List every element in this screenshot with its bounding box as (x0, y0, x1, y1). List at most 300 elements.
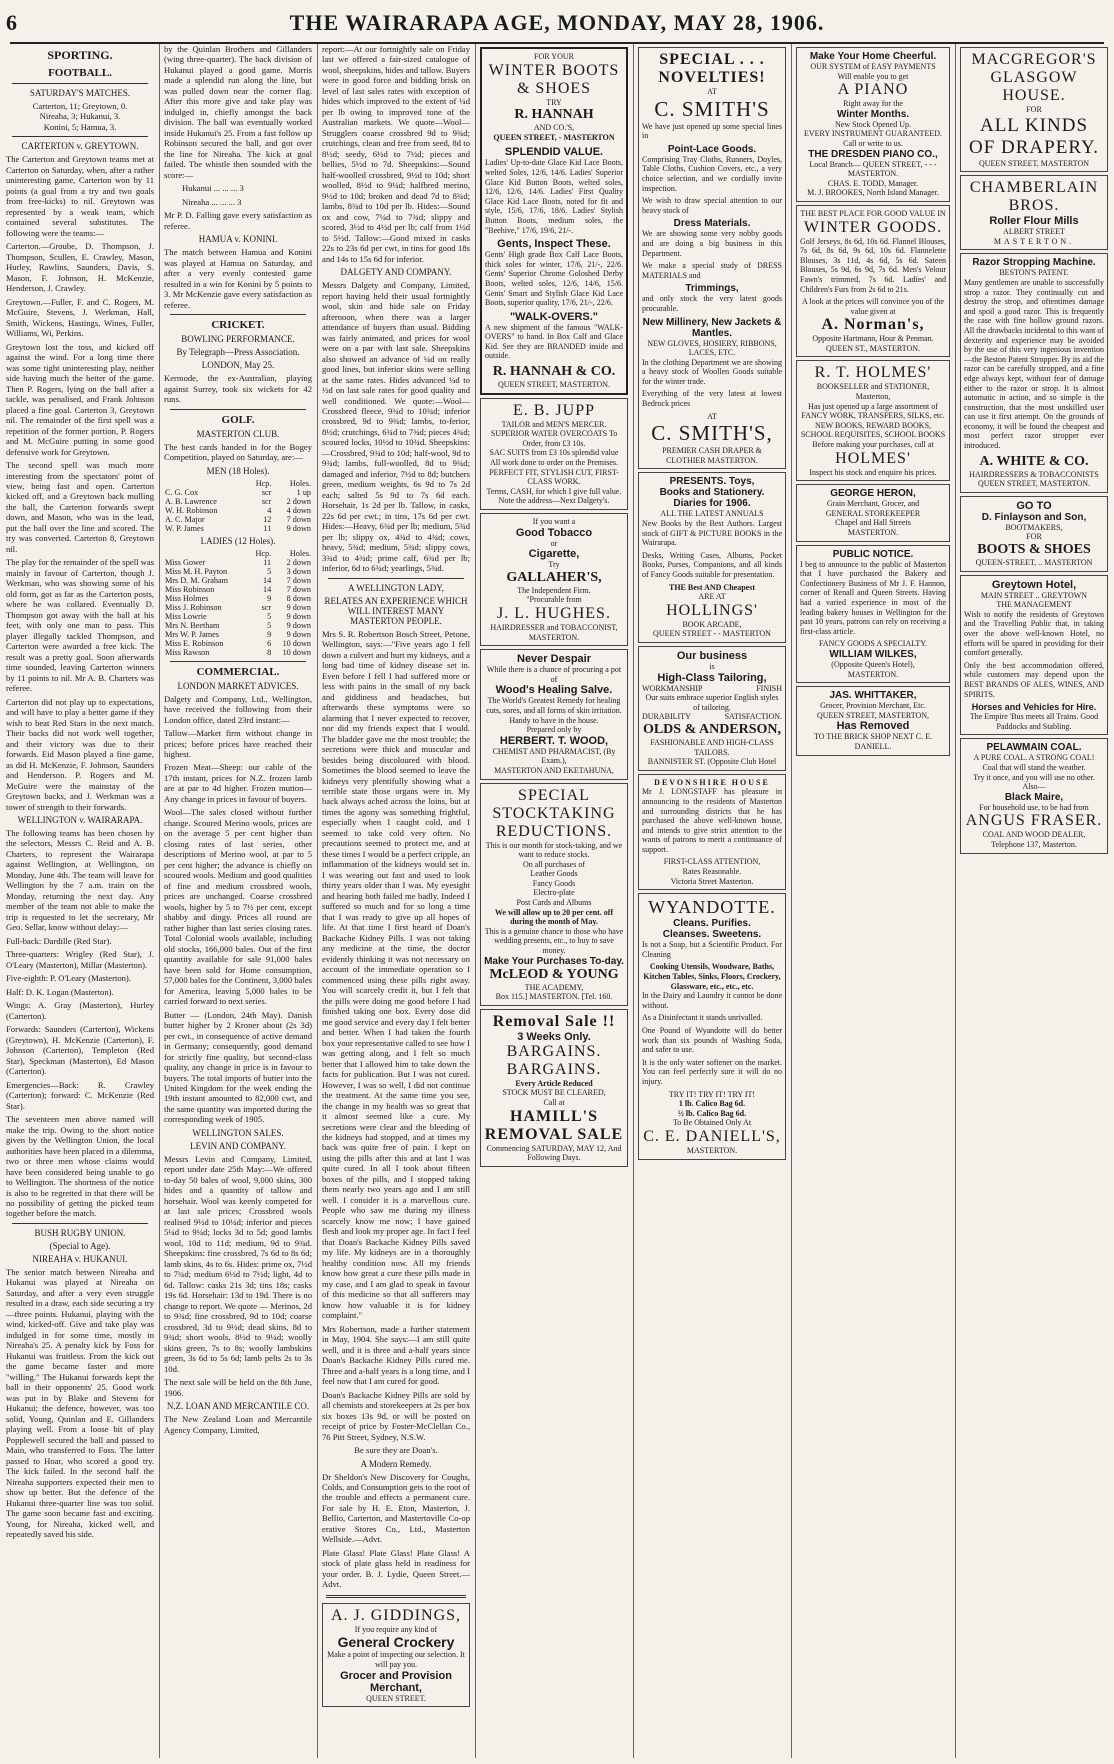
advert-text: MASTERTON AND EKETAHUNA, (494, 765, 614, 775)
table-cell-hcp: 12 (263, 514, 272, 524)
advert-text: FANCY GOODS A SPECIALTY. (818, 639, 928, 649)
advert-text: Dress Materials. (673, 218, 751, 230)
advert-title: Razor Stropping Machine. (972, 257, 1096, 269)
advert-text: Comprising Tray Cloths, Runners, Doyles, Table Cloths, Cushion Covers, etc., a very choice selection, and we cordially invite inspection. (642, 154, 782, 193)
article-paragraph: Dr Sheldon's New Discovery for Coughs, Colds, and Consumption gets to the root of the trouble and effects a permanent cure. For sale by H. E. Eton, Masterton, J. Bellio, Carterton, and Mastertoville Co-op erative Stores Co., Ltd., Masterton Wellside.—Advt. (322, 1471, 470, 1545)
table-cell-hcp: 8 (267, 647, 272, 657)
advert-fraser-coal (960, 738, 1108, 853)
article-paragraph: The next sale will be held on the 8th June, 1906. (164, 1377, 312, 1398)
advert-text: Cleans. Purifies. (673, 918, 751, 930)
advert-title: GALLAHER'S, (506, 569, 602, 585)
advert-text: It is the only water softener on the market. You can feel perfectly sure it will do no injury. (642, 1057, 782, 1086)
advert-text: We will allow up to 20 per cent. off during the month of May. (494, 907, 614, 927)
table-cell-hcp: 14 (262, 575, 272, 585)
column-advertisements-3 (792, 44, 954, 1758)
table-row (164, 594, 312, 603)
advert-text: AT (707, 411, 717, 421)
table-cell-hcp: 5 (267, 620, 272, 630)
table-row (164, 639, 312, 648)
results-list: Carterton, 11; Greytown, 0. Nireaha, 3; Hukanui, 3. Konini, 5; Hamua, 3. (32, 101, 128, 132)
advert-text: COAL AND WOOD DEALER, (982, 830, 1086, 840)
table-row (164, 576, 312, 585)
advert-heron (796, 484, 950, 541)
advert-title: GEORGE HERON, (830, 488, 916, 500)
advert-title: McLEOD & YOUNG (489, 966, 619, 982)
column-markets (318, 44, 474, 1758)
advert-title: HERBERT. T. WOOD, (499, 734, 609, 747)
advert-title: Removal Sale !! (492, 1012, 616, 1030)
advert-text: In the Dairy and Laundry it cannot be done without. (642, 991, 782, 1010)
article-paragraph: Wings: A. Gray (Masterton), Hurley (Carterton). (6, 1000, 154, 1021)
advert-text: is (709, 661, 715, 671)
advert-text: SPLENDID VALUE. (504, 146, 604, 159)
table-cell-hcp: 11 (263, 557, 272, 567)
advert-text: 3 Weeks Only. (517, 1030, 591, 1043)
advert-text: AT (707, 87, 717, 96)
section-heading: CRICKET. (211, 319, 265, 332)
advert-gallaher (480, 513, 628, 646)
article-heading: DALGETY AND COMPANY. (340, 267, 452, 278)
advert-title: OLDS & ANDERSON, (642, 721, 782, 737)
article-subheading: RELATES AN EXPERIENCE WHICH WILL INTEREST MANY MASTERTON PEOPLE. (324, 595, 468, 626)
advert-text: Prepared only by (526, 725, 582, 735)
column-advertisements-1 (476, 44, 632, 1758)
table-cell-name: Mrs D. M. Graham (165, 575, 228, 585)
advert-text: Gents' High grade Box Calf Lace Boots, thick soles for winter, 17/6, 21/-, 22/6. Gents' Superior Chrome Goloshed Derby Boots, welted soles, 12/6, 14/6, 15/6. Gents' Smart and Stylish Glace Kid Lace Boots, superior quality, 17/6, 21/-, 22/6. (485, 250, 623, 308)
page-number: 6 (6, 10, 17, 35)
advert-text: (Opposite Queen's Hotel), (831, 659, 915, 669)
table-row (164, 567, 312, 576)
advert-text: SUPERIOR WATER OVERCOATS To Order, from £3 10s. (490, 429, 618, 448)
advert-title: DEVONSHIRE HOUSE (654, 777, 770, 787)
table-cell-result: 2 down (286, 496, 311, 506)
advert-text: WORKMANSHIP (642, 683, 703, 693)
advert-text: THE BEST PLACE FOR GOOD VALUE IN (800, 208, 946, 218)
table-row (164, 558, 312, 567)
advert-devonshire (638, 774, 786, 891)
advert-title: D. Finlayson and Son, (981, 511, 1087, 523)
advert-title: R. T. HOLMES' (814, 364, 932, 382)
advert-text: Box 115.] MASTERTON. [Tel. 160. (495, 992, 613, 1002)
advert-macgregor (960, 47, 1108, 172)
advert-text: Ladies' Up-to-date Glace Kid Lace Boots, welted Soles, 12/6, 14/6. Ladies' Superior Glace Kid Button Boots, welted soles, 12/6, 12/6, 14/6. Ladies' First Quality Glace Kid Lace Boots, noted for fit and style, 15/6, 17/6, 18/6. Ladies' Stylish Button Boots, medium soles, the "Beehive," 17/6, 19/6, 21/-. (485, 158, 623, 235)
table-cell-result: 7 down (286, 575, 311, 585)
section-heading: GOLF. (221, 413, 255, 426)
table-cell-hcp: 11 (263, 523, 272, 533)
header-cell: Hcp. (255, 478, 272, 488)
advert-text: To Be Obtained Only At (672, 1118, 752, 1128)
advert-finlayson (960, 496, 1108, 572)
advert-text: Golf Jerseys, 8s 6d, 10s 6d. Flannel Blouses, 7s 6d, 8s 6d, 9s 6d, 10s 6d. Flannelette Blouses, 3s 11d, 4s 6d, 5s 6d. Sateen Blouses, 5s 9d, 6s 9d, 7s 6d. Men's Velour Fawn's trimmed, 7s 6d. Ladies' and Children's Furs from 2s 6d to 21s. (800, 236, 946, 294)
advert-text: MASTERTON. (686, 1145, 738, 1155)
advert-text: Grain Merchant, Grocer, and (826, 499, 920, 509)
advert-text: Books and Stationery. (659, 487, 765, 499)
advert-wood (480, 649, 628, 779)
dateline: LONDON, May 25. (201, 360, 275, 371)
advert-text: Try (548, 560, 560, 570)
advert-text: THE Best AND Cheapest (668, 582, 755, 592)
advert-text: Will enable you to get (837, 71, 909, 81)
table-cell-hcp: 5 (267, 611, 272, 621)
advert-text: Inspect his stock and enquire his prices. (809, 467, 937, 477)
advert-text: TRY (546, 97, 562, 107)
golf-results-ladies (164, 549, 312, 657)
article-paragraph: The New Zealand Loan and Mercantile Agency Company, Limited, (164, 1414, 312, 1435)
newspaper-title: THE WAIRARAPA AGE, MONDAY, MAY 28, 1906. (289, 10, 825, 35)
advert-text: QUEEN ST., MASTERTON. (825, 343, 921, 353)
table-cell-name: Miss Gower (165, 557, 206, 567)
table-caption: MEN (18 Holes). (206, 465, 270, 476)
advert-text: BARGAINS. BARGAINS. (506, 1042, 602, 1078)
advert-title: A PIANO (837, 81, 909, 99)
advert-title: WILLIAM WILKES, (829, 648, 917, 660)
table-cell-result: 10 down (282, 647, 311, 657)
article-paragraph: Carterton.—Groube, D. Thompson, J. Thompson, Scullen, E. Crawley, Mason, Hurley, Rawlins, Saunders, Davis, S. Mason, F. Johnson, H. McKenzie, Henderson, J. Crawley. (6, 241, 154, 294)
article-paragraph: Greytown.—Fuller, F. and C. Rogers, M. McGuire, Stevens, J. Werkman, Hall, Smith, Wickens, Hastings, Wines, Fuller, Williams, Wi, Perkins. (6, 296, 154, 339)
table-row (164, 612, 312, 621)
article-heading: SATURDAY'S MATCHES. (29, 88, 131, 98)
advert-text: Commencing SATURDAY, MAY 12, And Following Days. (486, 1143, 622, 1163)
table-cell-name: A. C. Major (165, 514, 205, 524)
advert-olds-anderson (638, 646, 786, 771)
advert-text: FINISH (756, 683, 782, 693)
table-cell-name: Miss M. H. Payton (165, 566, 228, 576)
header-cell: Holes. (289, 548, 311, 558)
advert-text: This is a genuine chance to those who have wedding presents, etc., to buy to save money. (484, 926, 624, 956)
advert-text: Grocer, Provision Merchant, Etc. (820, 701, 926, 711)
advert-text: In the clothing Department we are showing a heavy stock of Woollen Goods suitable for the winter trade. (642, 357, 782, 386)
article-paragraph: Carterton did not play up to expectations, and will have to play a better game if they wish to beat Red Stars in the next match. Their backs did not work well together, and their victory was due to their forwards. Eid Mason played a fine game, as did H. McKenzie, F. Johnson, Saunders and Henderson. P. Rogers and M. McGuire were the mainstay of the Greytown backs, and J. Werkman was a tower of strength to their forwards. (6, 696, 154, 812)
table-cell-result: 4 down (286, 505, 311, 515)
advert-title: J. L. HUGHES. (497, 604, 611, 622)
score-line: Hukanui ... ... ... 3 (182, 183, 244, 194)
advert-text: MASTERTON. (847, 669, 899, 679)
table-cell-hcp: 4 (267, 505, 272, 515)
advert-text: Make Your Purchases To-day. (484, 955, 624, 967)
advert-text: The Empire 'Bus meets all Trains. Good Paddocks and Stabling. (969, 712, 1099, 731)
table-cell-hcp: 9 (267, 593, 272, 603)
advert-text: A new shipment of the famous "WALK-OVERS" to hand. In Box Calf and Glace Kid. See they are BRANDED inside and outside. (485, 322, 623, 361)
article-heading: BUSH RUGBY UNION. (34, 1227, 126, 1238)
advert-text: SAC SUITS from £3 10s splendid value (489, 448, 619, 458)
article-paragraph: Mr P. D. Falling gave every satisfaction as referee. (164, 210, 312, 231)
advert-text: One Pound of Wyandotte will do better work than six pounds of Washing Soda, and safer to use. (642, 1026, 782, 1055)
advert-title: THE DRESDEN PIANO CO., (808, 148, 938, 160)
advert-hollings (638, 472, 786, 643)
advert-text: This is our month for stock-taking, and we want to reduce stocks. (485, 840, 623, 860)
advert-text: Victoria Street Masterton. (670, 876, 754, 886)
advert-text: MASTERTON. (847, 528, 899, 537)
advert-text: We are showing some very nobby goods and are doing a big business in this Department. (642, 229, 782, 258)
advert-text: STOCK MUST BE CLEARED, (502, 1088, 606, 1098)
advert-title: JAS. WHITTAKER, (829, 690, 917, 702)
advert-text: "WALK-OVERS." (509, 310, 599, 323)
advert-text: Horses and Vehicles for Hire. (971, 702, 1097, 713)
advert-text: Chapel and Hall Streets (835, 518, 911, 528)
advert-text: Many gentlemen are unable to successfully strop a razor. They continually cut and destroy the strop, and oftentimes damage and spoil a good razor. This is frequently the case with fine hollow ground razors. All the drawbacks incidental to this want of dexterity and experience may be avoided by the use of this very ingenious invention—the Beston Patent Stropper. By its aid the razor can be carefully stropped, and a fine edge always kept, without fear of damage either to the razor or strop. It is almost automatic in action, and so simple is the construction, that the most unskilled user can use it first attempt. On the grounds of economy, it will be found the cheapest and most perfect razor stropper ever introduced. (964, 277, 1104, 451)
advert-text: Is not a Soap, but a Scientific Product. For Cleaning (642, 940, 782, 959)
advert-text: Rates Reasonable. (682, 867, 742, 877)
article-paragraph: Be sure they are Doan's. (354, 1445, 438, 1456)
table-cell-result: 2 down (286, 557, 311, 567)
table-cell-name: Mrs W. P. James (165, 629, 219, 639)
advert-text: If you want a (532, 517, 576, 526)
article-paragraph: by the Quinlan Brothers and Gillanders (wing three-quarter). The back division of Hukanui played a good game. Morris made a splendid run along the line, but was pulled down near the corner flag. After this more give and take play was indulged in, chiefly amongst the back division. The ball was eventually worked inside Hukanui's 25. From a fast follow up Robinson secured the ball, and got over the line for Nireaha. The kick at goal failed. The whistle then sounded with the score:— (164, 44, 312, 180)
advert-text: Has Removed (836, 720, 910, 733)
article-paragraph: Butter — (London, 24th May). Danish butter higher by 2 Kroner about (2s 3d) per cwt., in consequence of active demand in Germany; consequently, good demand for strictly fine quality, but second-class quality, any change in price is in favour to buyers. The total imports of butter into the United Kingdom for the week ending the 19th instant amounted to 82,000 cwt, and the same quantity was imported during the corresponding week of 1905. (164, 1009, 312, 1125)
article-heading: WELLINGTON v. WAIRARAPA. (17, 815, 143, 825)
advert-text: TRY IT! TRY IT! TRY IT! (668, 1089, 756, 1099)
advert-greytown-hotel (960, 575, 1108, 736)
advert-text: QUEEN STREET, - MASTERTON (493, 132, 615, 142)
table-row (164, 488, 312, 497)
advert-text: Every Article Reduced (515, 1078, 593, 1088)
advert-hannah (480, 47, 628, 395)
article-paragraph: Half: D. K. Logan (Masterton). (6, 986, 114, 997)
column-advertisements-2 (634, 44, 790, 1758)
article-paragraph: Plate Glass! Plate Glass! Plate Glass! A stock of plate glass held in readiness for your order. B. J. Lydie, Queen Street.—Advt. (322, 1547, 470, 1590)
advert-smith (638, 47, 786, 469)
article-paragraph: Kermode, the ex-Australian, playing against Surrey, took six wickets for 42 runs. (164, 373, 312, 405)
article-paragraph: Tallow—Market firm without change in prices; before prices have reached their highest. (164, 728, 312, 759)
advert-text: Telephone 137, Masterton. (991, 839, 1077, 849)
table-row (164, 648, 312, 657)
advert-text: ½ lb. Calico Bag 6d. (677, 1108, 747, 1118)
advert-title: Greytown Hotel, (991, 578, 1077, 591)
advert-title: A. Norman's, (821, 316, 925, 334)
advert-text: Also— (1022, 782, 1046, 792)
advert-title: SPECIAL STOCKTAKING REDUCTIONS. (492, 786, 616, 840)
advert-title: A. WHITE & CO. (979, 453, 1089, 469)
table-cell-result: 9 down (286, 611, 311, 621)
advert-text: FANCY WORK, TRANSFERS, SILKS, etc. NEW BOOKS, REWARD BOOKS, SCHOOL REQUISITES, SCHOOL BOOKS (800, 411, 946, 440)
article-subheading: By Telegraph—Press Association. (176, 347, 300, 358)
advert-text: QUEEN STREET, MASTERTON (978, 158, 1090, 168)
advert-text: We wish to draw special attention to our heavy stock of (642, 196, 782, 215)
table-cell-name: A. B. Lawrence (165, 496, 217, 506)
table-row (164, 603, 312, 612)
advert-text: Terms, CASH, for which I give full value. (486, 486, 622, 496)
advert-text: A PURE COAL. A STRONG COAL! (973, 753, 1095, 763)
advert-text: Cigarette, (528, 548, 580, 561)
advert-title: GLASGOW HOUSE. (990, 69, 1078, 104)
article-paragraph: Three-quarters: Wrigley (Red Star), J. O'Leary (Masterton), Millar (Masterton). (6, 949, 154, 970)
advert-text: Wood's Healing Salve. (495, 684, 613, 697)
advert-text: GENERAL STOREKEEPER (825, 508, 921, 518)
advert-title: C. SMITH'S, (651, 421, 773, 446)
advert-text: Everything of the very latest at lowest Bedrock prices (642, 389, 782, 409)
advert-text: New Books by the Best Authors. Largest stock of GIFT & PICTURE BOOKS in the Wairarapa. (642, 519, 782, 548)
advert-text: Call or write to us. (843, 138, 903, 148)
advert-text: HAIRDRESSER and TOBACCONIST, MASTERTON. (490, 622, 618, 642)
advert-text: If you require any kind of (354, 1624, 438, 1634)
advert-text: Coal that will stand the weather. (982, 762, 1086, 772)
table-cell-name: Miss Rawson (165, 647, 210, 657)
advert-text: Before making your purchases, call at (812, 440, 934, 450)
advert-title: HAMILL'S REMOVAL SALE (484, 1107, 624, 1143)
advert-text: or (550, 538, 558, 548)
advert-whittaker (796, 686, 950, 755)
table-cell-name: Mrs N. Beetham (165, 620, 220, 630)
advert-text: As a Disinfectant it stands unrivalled. (642, 1013, 763, 1023)
advert-text: TO THE BRICK SHOP NEXT C. E. DANIELL. (814, 732, 932, 751)
article-heading: A Modern Remedy. (360, 1458, 432, 1469)
advert-text: High-Class Tailoring, (657, 671, 767, 684)
article-paragraph: Mrs S. R. Robertson Bosch Street, Petone, Wellington, says:—"Five years ago I fell down a culvert and hurt my kidneys, and a long bad time of kidney disease set in. Even before I fell I had suffered more or less with pains in the small of my back and giddiness and headaches, but afterwards these symptoms were so alarming that I never expected to recover, nor did my friends expect that I would. The bladder gave me the most trouble; the secretions were thick and muscular and besides being discoloured with blood. Sometimes the blood seemed to leave the kidneys very plentifully showing what a terrible state those organs were in. My back always ached across the loins, but at times the agony was something frightful, especially when I caught cold, and I seemed to take cold very often. No precautions seemed to protect me, and at these times I would be a perfect cripple, an inflammation of the kidneys would set in. I was wearing out fast and used to look thirty years older than I was. My eyesight and hearing both failed me badly. Indeed I suffered so much and for so long a time that I was ready to give up all hopes of life. At that time I first heard of Doan's Backache Kidney Pills. I was not taking any medicine at the time, the doctor evidently thinking it was not necessary on account of the immediate operation so I commenced using these pills right away. You will scarcely credit it, but I felt that the pills were doing me good before I had finished taking one box. Every dose did me good service and every day I felt better and better. When I had taken the fourth box your representative called to see how I was getting along, and I felt so much better that I allowed him to take down the facts for publication. But I was not cured. However, I was so well, I did not continue the treatment. At the same time you see, the change in my health was so great that it almost seemed like a cure. My secretions were clear and the bleeding of the kidneys had stopped, and at times my back was quite free of pain. I kept on using the pills after this and at last I was quite cured. In all I took about fifteen boxes of the pills, and I stopped taking them nearly two years ago and I am still well. I consider it is a marvellous cure. People who saw me during my illness scarcely know me now; I have gained flesh and look my proper age. In fact I feel that Doan's Backache Kidney Pills saved my life. My kidneys are in a thoroughly healthy condition now. All my friends know how great a cure these pills made in my case, and I am glad to speak in favour of this medicine so that all sufferers may know how valuable it is for kidney complaint." (322, 628, 470, 1321)
advert-title: CHAMBERLAIN BROS. (969, 179, 1099, 215)
table-cell-result: 10 down (282, 638, 311, 648)
article-paragraph: The best cards handed in for the Bogey Competition, played on Saturday, are:— (164, 441, 312, 463)
advert-text: THE MANAGEMENT (996, 600, 1072, 610)
advert-text: Local Branch— QUEEN STREET, - - - MASTERTON. (809, 159, 937, 179)
table-cell-name: Miss Holmes (165, 593, 209, 603)
advert-text: I beg to announce to the public of Masterton that I have purchased the Bakery and Confectionery Business of Mr J. F. Hannon, corner of Renall and Queen Streets. Having had a varied experience in most of the leading bakery houses in Wellington for the past 10 years, patrons can rely on receiving a first-class article. (800, 559, 946, 636)
advert-chamberlain (960, 175, 1108, 250)
table-cell-result: 1 up (296, 487, 311, 497)
table-cell-result: 9 down (286, 602, 311, 612)
article-paragraph: Wool—The sales closed without further change. Scoured Merino wools, prices are on the average 5 per cent higher than closing rates of last series, other descriptions of Merino wool, at par to 5 per cent higher; the advance is chiefly on scoured wools. Medium and good qualities of fine and medium crossbred wools, prices are unchanged. Coarse crossbred wools, higher by 5 to 7½ per cent, except shabby and dingy. Prices all round are rather higher than last series closing rates. Total Colonial wools available, including old stocks, 166,000 bales. Out of the first quantity available for sale 91,000 bales have been sold for Home consumption, 57,000 bales for the Continent, 3,000 bales for America, leaving 5,000 bales to be carried forward to next series. (164, 807, 312, 1007)
advert-text: Note the address—Next Dalgety's. (498, 496, 610, 506)
table-cell-result: 9 down (286, 620, 311, 630)
advert-text: FASHIONABLE AND HIGH-CLASS TAILORS. (650, 737, 774, 757)
header-cell: Holes. (289, 478, 311, 488)
advert-text: "Procurable from (526, 595, 582, 605)
table-cell-name: Miss Lowrie (165, 611, 207, 621)
article-paragraph: Dalgety and Company, Ltd., Wellington, have received the following from their London office, dated 23rd instant:— (164, 693, 312, 725)
advert-text: New Millinery, New Jackets & Mantles. (642, 316, 782, 339)
article-subheading: (Special to Age). (49, 1240, 111, 1251)
article-paragraph: Full-back: Dardille (Red Star). (6, 935, 112, 946)
table-header-row (164, 479, 312, 488)
advert-title: R. HANNAH & CO. (492, 364, 616, 380)
advert-text: Winter Months. (836, 108, 910, 120)
advert-text: Gents, Inspect These. (497, 238, 611, 251)
advert-text: CHEMIST AND PHARMACIST, (By Exam.), (492, 746, 616, 766)
advert-text: Call at (543, 1098, 565, 1107)
advert-text: and only stock the very latest goods procurable. (642, 294, 782, 313)
table-row (164, 621, 312, 630)
table-cell-result: 7 down (286, 584, 311, 594)
article-heading: NIREAHA v. HUKANUI. (32, 1253, 128, 1264)
table-cell-result: 3 down (286, 566, 311, 576)
advert-text: A look at the prices will convince you of the value given at (802, 297, 944, 316)
advert-text: NEW GLOVES, HOSIERY, RIBBONS, LACES, ETC. (647, 338, 777, 358)
table-row (164, 506, 312, 515)
advert-text: QUEEN STREET - - MASTERTON (653, 629, 771, 639)
table-header-row (164, 549, 312, 558)
advert-text: MAIN STREET .. GREYTOWN (980, 590, 1088, 600)
advert-wilkes (796, 545, 950, 684)
article-heading: MASTERTON CLUB. (196, 428, 280, 439)
advert-title: WINTER BOOTS & SHOES (488, 61, 620, 97)
advert-text: The Independent Firm. (517, 585, 591, 595)
column-cricket-commercial (160, 44, 316, 1758)
advert-title: MACGREGOR'S (971, 51, 1097, 68)
advert-text: BESTON'S PATENT. (999, 268, 1069, 278)
article-paragraph: Mrs Robertson, made a further statement in May, 1904. She says:—I am still quite well, and it is three and a-half years since Doan's Backache Kidney Pills cured me. Three and a-half years is a long time, and I feel now that I am cured for good. (322, 1323, 470, 1387)
article-heading: A WELLINGTON LADY, (348, 582, 444, 593)
table-row (164, 497, 312, 506)
advert-text: MASTERTON. (993, 236, 1075, 246)
advert-text: Only the best accommodation offered, while customers may depend upon the BEST BRANDS OF ALES, WINES, AND SPIRITS. (964, 660, 1104, 699)
table-cell-name: Miss Robinson (165, 584, 215, 594)
advert-text: Trimmings, (685, 283, 739, 295)
advert-title: A. J. GIDDINGS, (330, 1606, 462, 1624)
advert-text: Good Tobacco (515, 526, 593, 539)
golf-results-men (164, 479, 312, 533)
advert-text: TAILOR and MEN'S MERCER. (501, 419, 607, 429)
table-cell-hcp: scr (261, 602, 272, 612)
article-heading: HAMUA v. KONINI. (198, 234, 278, 245)
advert-text: M. J. BROOKES, North Island Manager. (807, 188, 939, 198)
article-paragraph: The Carterton and Greytown teams met at Carterton on Saturday, when, after a rather uninteresting game, Carterton won by 11 points (a goal from a try and two goals from free-kicks) to nil. Greytown was represented by a weak team, which contained several substitutes. The following were the teams:— (6, 154, 154, 238)
advert-text: While there is a chance of procuring a pot of (486, 665, 622, 684)
table-cell-hcp: 14 (262, 584, 272, 594)
advert-text: QUEEN STREET, MASTERTON, (816, 710, 930, 720)
table-cell-result: 7 down (286, 514, 311, 524)
advert-text: General Crockery (337, 1634, 455, 1651)
article-heading: CARTERTON v. GREYTOWN. (21, 141, 139, 152)
advert-text: FOR (1026, 532, 1042, 542)
article-paragraph: Frozen Meat—Sheep: our cable of the 17th instant, prices for N.Z. frozen lamb are at par to 4d higher. Frozen mutton—Any change in prices in favour of buyers. (164, 762, 312, 804)
article-paragraph: Five-eighth: P. O'Leary (Masterton). (6, 973, 131, 984)
advert-text: DURABILITY (642, 712, 691, 722)
advert-text: QUEEN STREET. (366, 1693, 426, 1703)
advert-title: HOLLINGS' (666, 601, 758, 619)
advert-text: BANNISTER ST. (Opposite Club Hotel (647, 757, 777, 767)
advert-text: New Stock Opened Up. (835, 119, 911, 129)
advert-text: Point-Lace Goods. (667, 143, 757, 155)
article-paragraph: Forwards: Saunders (Carterton), Wickens (Greytown), H. McKenzie (Carterton), F. Johnson (Carterton), Templeton (Red Star), Speckman (Masterton), Ed Mason (Carterton). (6, 1024, 154, 1077)
advert-title: BOOTS & SHOES (977, 542, 1091, 558)
advert-holmes (796, 360, 950, 481)
advert-title: WINTER GOODS. (803, 218, 943, 236)
article-heading: BOWLING PERFORMANCE. (181, 334, 295, 345)
advert-text: All work done to order on the Premises. (490, 458, 618, 468)
table-cell-name: Miss J. Robinson (165, 602, 222, 612)
table-cell-hcp: scr (261, 487, 272, 497)
advert-title: PUBLIC NOTICE. (832, 548, 914, 560)
advert-title: E. B. JUPP (512, 401, 596, 419)
advert-giddings (322, 1603, 470, 1707)
advert-text: THE ACADEMY, (524, 982, 584, 992)
masthead (0, 0, 1114, 42)
advert-text: On all purchases of (523, 859, 585, 869)
article-paragraph: Doan's Backache Kidney Pills are sold by all chemists and storekeepers at 2s per box six boxes 13s 9d, or will be posted on receipt of price by Foster-McClellan Co., 76 Pitt Street, Sydney, N.S.W. (322, 1389, 470, 1442)
article-paragraph: The seventeen men above named will make the trip. Owing to the short notice given by the Wellington Union, the local authorities have been placed in a dilemma, two or three men whose claims would have been considered being unable to go to Wellington. The shortness of the notice is also to be regretted in that there will be no possibility of getting the picked team together before the match. (6, 1114, 154, 1219)
advert-mcleod (480, 783, 628, 1006)
article-paragraph: The following teams has been chosen by the selectors, Messrs C. Reid and A. B. Charters, to represent the Wairarapa against Wellington, at Wellington, on Monday, June 4th. The team will leave for Wellington by the 7 a.m. train on the Monday, returning the next day. Any member of the team not able to make the trip is requested to let the secretary, Mr Geo. Sellar, know without delay:— (6, 828, 154, 933)
column-sporting (2, 44, 158, 1758)
advert-text: Cooking Utensils, Woodware, Baths, Kitchen Tables, Sinks, Floors, Crockery, Glassware, etc., etc., etc. (643, 962, 781, 991)
score-line: Nireaha ... ... ... 3 (182, 196, 242, 207)
table-cell-name: C. G. Cox (165, 487, 199, 497)
advert-text: Make a point of inspecting our selection. It will pay you. (327, 1650, 465, 1670)
advert-title: WYANDOTTE. (648, 897, 776, 918)
advert-hamill (480, 1009, 628, 1167)
advert-title: C. SMITH'S (654, 96, 770, 121)
article-paragraph: The second spell was much more interesting from the spectators' point of view, being fast and open. Carterton kicked off, and a Greytown back mulling the ball, the Carterton forwards swept down, and Mason, who was in the lead, put the ball over the line and scored. The try was converted. Carterton 8, Greytown nil. (6, 460, 154, 554)
section-heading: SPORTING. (47, 48, 113, 62)
advert-text: We have just opened up some special lines in (642, 121, 782, 141)
table-row (164, 585, 312, 594)
table-row (164, 515, 312, 524)
table-cell-name: Miss E. Robinson (165, 638, 224, 648)
article-heading: N.Z. LOAN AND MERCANTILE CO. (166, 1401, 310, 1412)
article-paragraph: report:—At our fortnightly sale on Friday last we offered a fair-sized catalogue of wool, sheepskins, hides and tallow. Buyers were in good force and bidding brisk on level of last sales rates with exception of hides which improved to the extent of ¼d per lb owing to improved tone of the Australian markets. We quote—Wool—Strugglers coarse crossbred 9d to 9¾d; crutchings, clean and free from seed, 8d to 8½d; seedy, 6½d to 7½d; pieces and bellies, 5½d to 7d. Sheepskins:—Sound half-woolled crossbred, 9½d to 10d; short woolled, 8½d to 9¼d; halfbred merino, 9½d to 10d; broken and dead 7d to 8¾d; lambs, 8¾d to 10d per lb. Hides:—Sound ox and cow, 7¼d to 7¾d; slippy and scored, 3½d to 4½d per lb; calf from 1½d to 5½d. Tallow:—Good mixed in casks 22s to 23s 6d per cwt, in tins for good 18s and 14s to 15s 6d for inferior. (322, 44, 470, 264)
advert-text: AND CO.'S, (533, 123, 575, 133)
advert-title: ANGUS FRASER. (965, 812, 1103, 830)
